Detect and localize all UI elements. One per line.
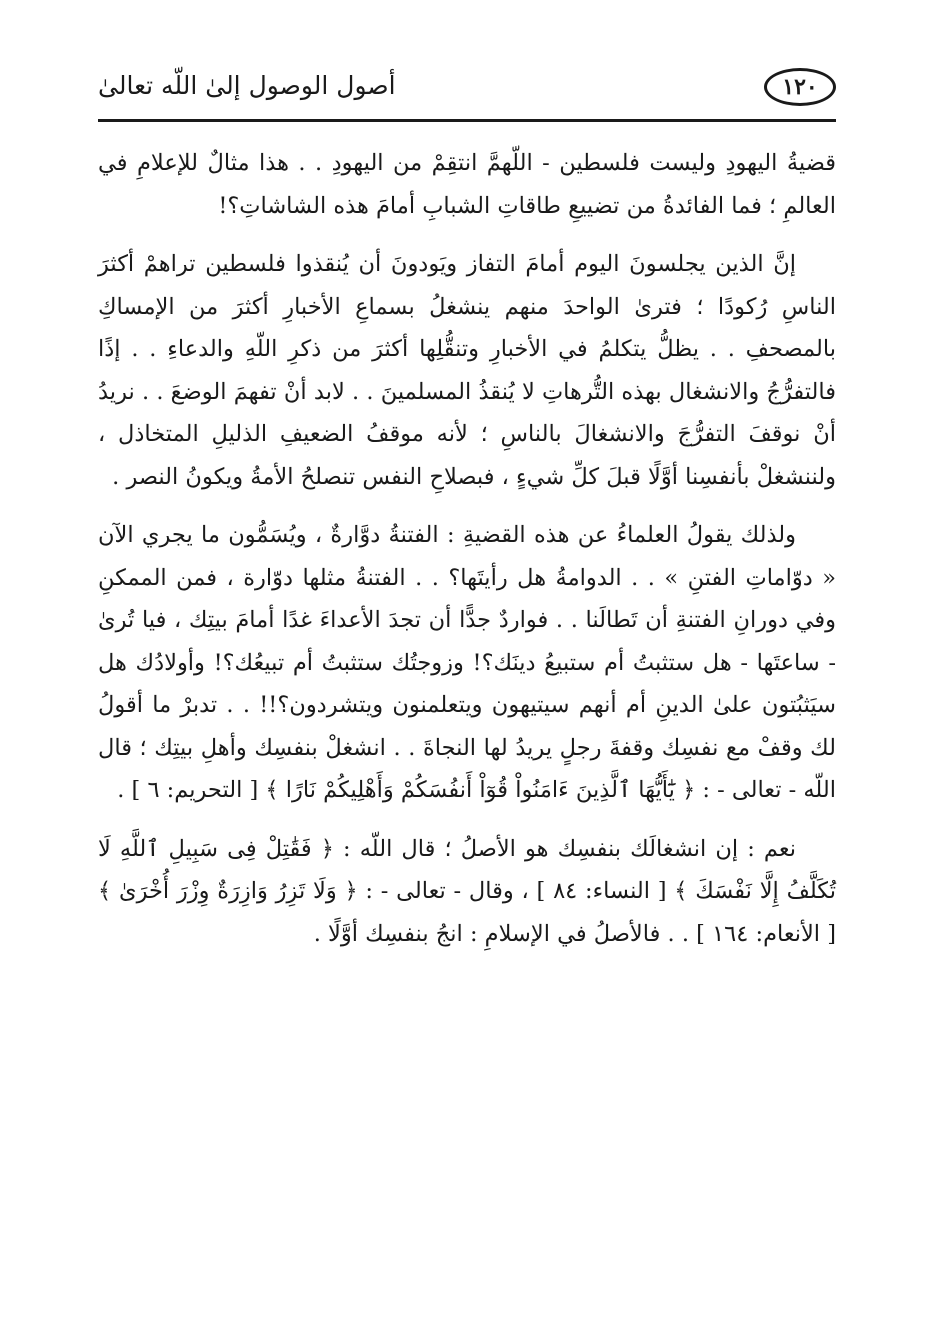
paragraph-3: ولذلك يقولُ العلماءُ عن هذه القضيةِ : الفتنةُ دوَّارةٌ ، ويُسَمُّون ما يجري الآن « دوّاماتِ الفتنِ » . . الدوامةُ هل رأيتَها؟ . . الفتنةُ مثلها دوّارة ، فمن الممكنِ وفي دورانِ الفتنةِ أن تَطالَنا . . فواردٌ جدًّا أن تجدَ الأعداءَ غدًا أمامَ بيتِك ، فيا تُرىٰ - ساعتَها - هل ستثبتُ أم ستبيعُ دينَك؟! وزوجتُك ستثبتُ أم تبيعُك؟! وأولادُك هل سيَثبُتون علىٰ الدينِ أم أنهم سيتيهون ويتعلمنون ويتشردون؟!! . . تدبرْ ما أقولُ لك وقفْ مع نفسِك وقفةَ رجلٍ يريدُ لها النجاةَ . . انشغلْ بنفسِك وأهلِ بيتِك ؛ قال اللّه - تعالى - : ﴿ يَٰٓأَيُّهَا ٱلَّذِينَ ءَامَنُواْ قُوٓاْ أَنفُسَكُمْ وَأَهْلِيكُمْ نَارًا ﴾ [ التحريم: ٦ ] . bbox=[98, 522, 836, 803]
page-header bbox=[98, 52, 836, 122]
header-divider bbox=[98, 119, 836, 122]
paragraph-2: إنَّ الذين يجلسونَ اليوم أمامَ التفاز ويَودونَ أن يُنقذوا فلسطين تراهمْ أكثرَ الناسِ رُكودًا ؛ فترىٰ الواحدَ منهم ينشغلُ بسماعِ الأخبارِ أكثرَ من الإمساكِ بالمصحفِ . . يظلُّ يتكلمُ في الأخبارِ وتنقُّلِها أكثرَ من ذكرِ اللّهِ والدعاءِ . . إذًا فالتفرُّجُ والانشغال بهذه التُّرهاتِ لا يُنقذُ المسلمينَ . . لابد أنْ تفهمَ الوضعَ . . نريدُ أنْ نوقفَ التفرُّجَ والانشغالَ بالناسِ ؛ لأنه موقفُ الضعيفِ الذليلِ المتخاذل ، ولننشغلْ بأنفسِنا أوَّلًا قبلَ كلِّ شيءٍ ، فبصلاحِ النفس تنصلحُ الأمةُ ويكونُ النصر . bbox=[98, 251, 836, 490]
page-number-badge bbox=[764, 68, 836, 106]
page-number: ١٢٠ bbox=[782, 74, 818, 100]
paragraph-4: نعم : إن انشغالَك بنفسِك هو الأصلُ ؛ قال اللّه : ﴿ فَقَٰتِلْ فِى سَبِيلِ ٱللَّهِ لَا تُكَلَّفُ إِلَّا نَفْسَكَ ﴾ [ النساء: ٨٤ ] ، وقال - تعالى - : ﴿ وَلَا تَزِرُ وَازِرَةٌ وِزْرَ أُخْرَىٰ ﴾ [ الأنعام: ١٦٤ ] . . فالأصلُ في الإسلامِ : انجُ بنفسِك أوَّلًا . bbox=[98, 835, 836, 947]
page-body bbox=[98, 142, 836, 971]
paragraph-1: قضيةُ اليهودِ وليست فلسطين - اللّهمَّ انتقِمْ من اليهودِ . . هذا مثالٌ للإعلامِ في العالمِ ؛ فما الفائدةُ من تضييعِ طاقاتِ الشبابِ أمامَ هذه الشاشاتِ؟! bbox=[98, 150, 836, 219]
running-title: أصول الوصول إلىٰ اللّه تعالىٰ bbox=[98, 71, 396, 100]
